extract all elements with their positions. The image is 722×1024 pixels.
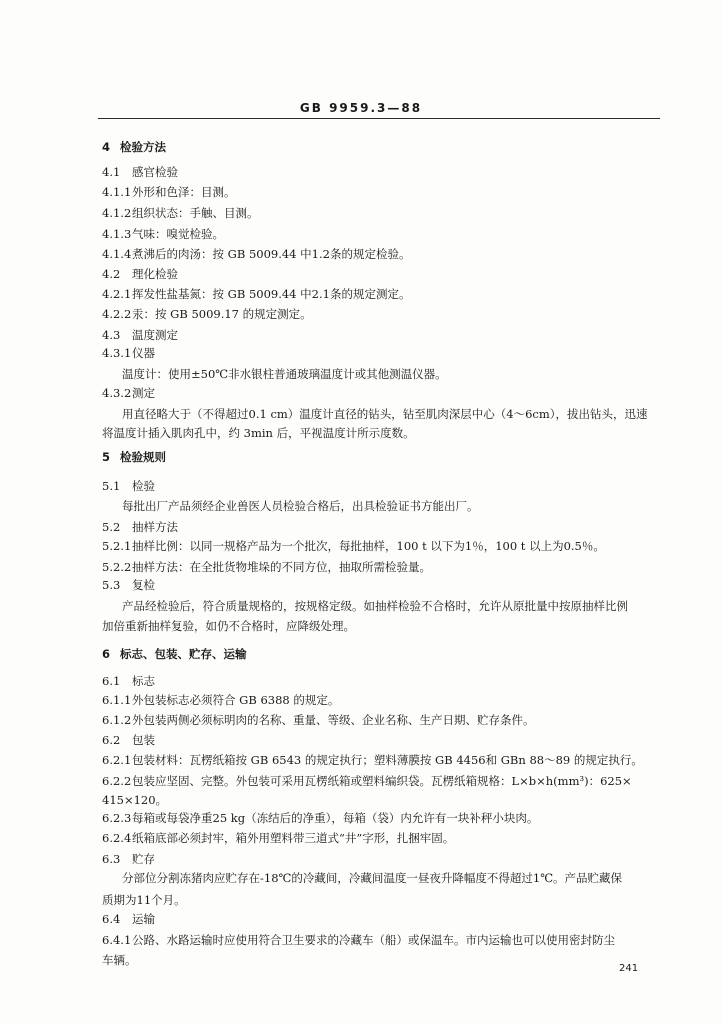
- paragraph-line: [102, 793, 167, 807]
- clause-line: [102, 674, 155, 688]
- clause-text: 气味：嗅觉检验。: [132, 227, 224, 241]
- clause-text: 415×120。: [102, 793, 168, 807]
- clause-line: [102, 287, 410, 301]
- paragraph-line: [102, 426, 415, 440]
- clause-number: 6.3: [102, 852, 121, 866]
- paragraph-line: [122, 407, 648, 421]
- clause-number: 6.2.2: [102, 774, 132, 788]
- clause-number: 5.2.1: [102, 539, 132, 553]
- clause-number: 6.2.1: [102, 753, 132, 767]
- paragraph-line: [122, 871, 622, 885]
- clause-text: 抽样方法: [132, 520, 178, 534]
- clause-text: 车辆。: [102, 953, 137, 967]
- clause-line: [102, 753, 643, 767]
- clause-text: 检验方法: [120, 140, 166, 154]
- clause-number: 5: [102, 450, 111, 464]
- clause-number: 4.3.2: [102, 386, 132, 400]
- clause-text: 温度测定: [132, 328, 178, 342]
- clause-text: 用直径略大于（不得超过0.1 cm）温度计直径的钻头，钻至肌肉深层中心（4～6cm），拔出钻头，迅速: [122, 407, 648, 421]
- clause-number: 4.2.1: [102, 287, 132, 301]
- clause-text: 纸箱底部必须封牢，箱外用塑料带三道式“井”字形，扎捆牢固。: [132, 831, 455, 845]
- clause-number: 6.2.3: [102, 811, 132, 825]
- clause-line: [102, 520, 178, 534]
- clause-number: 6.4.1: [102, 933, 132, 947]
- clause-number: 4.1.3: [102, 227, 132, 241]
- clause-text: 分部位分割冻猪肉应贮存在-18℃的冷藏间，冷藏间温度一昼夜升降幅度不得超过1℃。产品贮藏保: [122, 871, 623, 885]
- clause-number: 4.1: [102, 165, 121, 179]
- header-rule: [98, 118, 660, 119]
- clause-line: [102, 852, 155, 866]
- clause-text: 每箱或每袋净重25 kg（冻结后的净重），每箱（袋）内允许有一块补秤小块肉。: [132, 811, 539, 825]
- clause-text: 外形和色泽：目测。: [132, 185, 236, 199]
- paragraph-line: [102, 953, 137, 967]
- clause-text: 煮沸后的肉汤：按 GB 5009.44 中1.2条的规定检验。: [132, 247, 411, 261]
- section-heading: [102, 140, 166, 154]
- clause-text: 汞：按 GB 5009.17 的规定测定。: [132, 307, 312, 321]
- paragraph-line: [122, 599, 628, 613]
- clause-number: 5.3: [102, 578, 121, 592]
- clause-number: 6.1.2: [102, 713, 132, 727]
- clause-text: 挥发性盐基氮：按 GB 5009.44 中2.1条的规定测定。: [132, 287, 411, 301]
- clause-line: [102, 165, 178, 179]
- clause-text: 外包装两侧必须标明肉的名称、重量、等级、企业名称、生产日期、贮存条件。: [132, 713, 535, 727]
- paragraph-line: [102, 619, 355, 633]
- clause-number: 5.1: [102, 479, 121, 493]
- clause-text: 检验: [132, 479, 155, 493]
- clause-number: 4.1.2: [102, 206, 132, 220]
- clause-number: 6.1: [102, 674, 121, 688]
- clause-line: [102, 386, 155, 400]
- clause-line: [102, 185, 236, 199]
- clause-text: 测定: [132, 386, 155, 400]
- clause-text: 贮存: [132, 852, 155, 866]
- clause-text: 感官检验: [132, 165, 178, 179]
- clause-line: [102, 328, 178, 342]
- clause-text: 复检: [132, 578, 155, 592]
- clause-number: 4.2: [102, 267, 121, 281]
- clause-number: 6: [102, 647, 111, 661]
- clause-text: 每批出厂产品须经企业兽医人员检验合格后，出具检验证书方能出厂。: [122, 499, 479, 513]
- clause-line: [102, 811, 538, 825]
- paragraph-line: [122, 367, 447, 381]
- clause-line: [102, 479, 155, 493]
- clause-line: [102, 206, 259, 220]
- clause-text: 将温度计插入肌肉孔中，约 3min 后，平视温度计所示度数。: [102, 426, 415, 440]
- clause-text: 抽样比例：以同一规格产品为一个批次，每批抽样，100 t 以下为1％，100 t 以上为0.5％。: [132, 539, 605, 553]
- clause-text: 外包装标志必须符合 GB 6388 的规定。: [132, 693, 340, 707]
- clause-number: 4.1.1: [102, 185, 132, 199]
- clause-text: 仪器: [132, 346, 155, 360]
- clause-line: [102, 933, 615, 947]
- paragraph-line: [122, 499, 479, 513]
- paragraph-line: [102, 893, 186, 907]
- page-number: 241: [619, 963, 639, 974]
- clause-text: 包装: [132, 733, 155, 747]
- clause-number: 4.3: [102, 328, 121, 342]
- clause-text: 包装应坚固、完整。外包装可采用瓦楞纸箱或塑料编织袋。瓦楞纸箱规格：L×b×h(mm³)：625×: [132, 774, 632, 788]
- clause-line: [102, 247, 410, 261]
- clause-line: [102, 733, 155, 747]
- clause-line: [102, 346, 155, 360]
- clause-line: [102, 693, 339, 707]
- clause-text: 质期为11个月。: [102, 893, 186, 907]
- clause-text: 理化检验: [132, 267, 178, 281]
- standard-header: GB 9959.3—88: [299, 101, 423, 115]
- clause-line: [102, 831, 454, 845]
- clause-text: 标志: [132, 674, 155, 688]
- clause-line: [102, 774, 632, 788]
- clause-text: 标志、包装、贮存、运输: [120, 647, 247, 661]
- clause-line: [102, 307, 312, 321]
- clause-line: [102, 227, 224, 241]
- clause-number: 6.1.1: [102, 693, 132, 707]
- clause-text: 温度计：使用±50℃非水银柱普通玻璃温度计或其他测温仪器。: [122, 367, 447, 381]
- clause-line: [102, 539, 605, 553]
- clause-text: 加倍重新抽样复验，如仍不合格时，应降级处理。: [102, 619, 355, 633]
- clause-text: 抽样方法：在全批货物堆垛的不同方位，抽取所需检验量。: [132, 560, 431, 574]
- section-heading: [102, 450, 166, 464]
- clause-number: 4.2.2: [102, 307, 132, 321]
- clause-text: 产品经检验后，符合质量规格的，按规格定级。如抽样检验不合格时，允许从原批量中按原抽样比例: [122, 599, 628, 613]
- clause-number: 4: [102, 140, 111, 154]
- clause-line: [102, 578, 155, 592]
- clause-line: [102, 267, 178, 281]
- clause-line: [102, 560, 431, 574]
- clause-number: 4.3.1: [102, 346, 132, 360]
- clause-number: 6.2.4: [102, 831, 132, 845]
- clause-text: 公路、水路运输时应使用符合卫生要求的冷藏车（船）或保温车。市内运输也可以使用密封防尘: [132, 933, 615, 947]
- clause-number: 6.2: [102, 733, 121, 747]
- clause-line: [102, 713, 535, 727]
- clause-text: 包装材料：瓦楞纸箱按 GB 6543 的规定执行；塑料薄膜按 GB 4456和 GBn 88～89 的规定执行。: [132, 753, 643, 767]
- clause-number: 5.2.2: [102, 560, 132, 574]
- clause-number: 6.4: [102, 912, 121, 926]
- clause-number: 5.2: [102, 520, 121, 534]
- clause-number: 4.1.4: [102, 247, 132, 261]
- clause-text: 检验规则: [120, 450, 166, 464]
- clause-text: 组织状态：手触、目测。: [132, 206, 259, 220]
- clause-line: [102, 912, 155, 926]
- clause-text: 运输: [132, 912, 155, 926]
- section-heading: [102, 647, 247, 661]
